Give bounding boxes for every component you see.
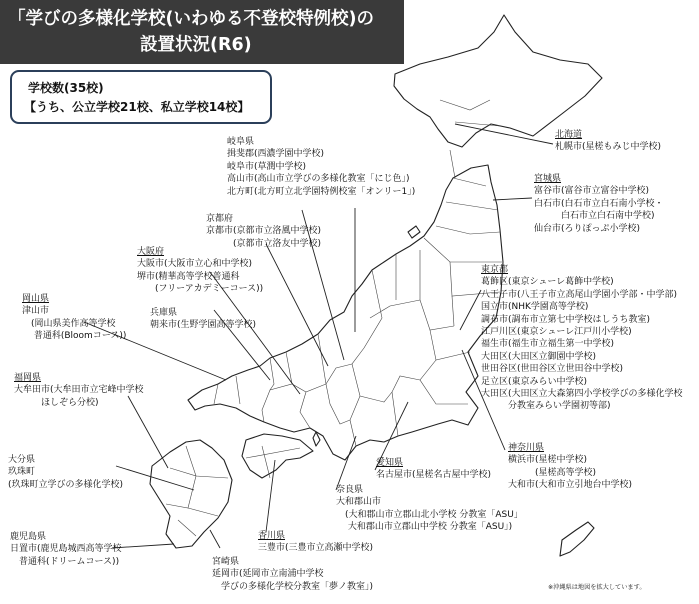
school-line: 富谷市(富谷市立富谷中学校) [534, 186, 650, 197]
school-line: 日置市(鹿児島城西高等学校 [10, 544, 122, 555]
pref-label: 京都府 [206, 214, 234, 224]
page-title-line1: 「学びの多様化学校(いわゆる不登校特例校)の [8, 9, 374, 29]
school-line: (玖珠町立学びの多様化学校) [8, 479, 124, 490]
school-line: 玖珠町 [8, 467, 36, 478]
pref-label: 愛知県 [376, 458, 404, 468]
school-line: 堺市(精華高等学校普通科 [137, 271, 240, 282]
pref-label: 鹿児島県 [10, 532, 47, 542]
school-line: 足立区(東京みらい中学校) [481, 376, 588, 387]
school-line: 大和郡山市立郡山中学校 分教室「ASU」) [336, 522, 513, 533]
school-line: 北方町(北方町立北学園特例校室「オンリー1」) [227, 186, 416, 197]
okinawa-note: ※沖縄県は地図を拡大しています。 [548, 584, 646, 591]
school-line: 三豊市(三豊市立高瀬中学校) [258, 543, 374, 554]
region-kyoto [206, 213, 321, 250]
region-kanagawa [508, 442, 632, 492]
region-hokkaido [555, 129, 661, 154]
school-line: (フリーアカデミーコース)) [137, 284, 264, 295]
hokkaido-island [394, 15, 602, 147]
region-kagoshima [10, 531, 122, 568]
school-line: 大和郡山市 [336, 497, 382, 508]
region-oita [8, 454, 123, 491]
school-line: 仙台市(ろりぽっぷ小学校) [534, 223, 641, 234]
school-line: 大田区(大田区立御園中学校) [481, 351, 597, 362]
region-kagawa [258, 530, 373, 555]
school-line: 白石市立白石南中学校) [534, 211, 655, 222]
school-line: ほしぞら分校) [14, 397, 99, 408]
school-line: 福生市(福生市立福生第一中学校) [481, 339, 615, 350]
pref-label: 香川県 [258, 531, 286, 541]
school-line: 普通科(ドリームコース)) [10, 556, 120, 567]
title-banner [0, 0, 404, 64]
region-aichi [376, 457, 491, 482]
pref-label: 岡山県 [22, 294, 50, 304]
school-line: (岡山県美作高等学校 [22, 318, 116, 329]
school-line: 延岡市(延岡市立南浦中学校 [212, 569, 324, 580]
school-line: 大牟田市(大牟田市立宅峰中学校 [14, 385, 144, 396]
pref-label: 兵庫県 [150, 308, 178, 318]
school-line: 調布市(調布市立第七中学校はしうち教室) [481, 314, 651, 325]
sado-island [408, 226, 420, 238]
school-line: 横浜市(星槎中学校) [508, 455, 588, 466]
school-line: 分教室みらい学園初等部) [481, 401, 611, 412]
school-line: 大和市(大和市立引地台中学校) [508, 480, 633, 491]
region-hyogo [150, 307, 256, 332]
school-line: 八王子市(八王子市立高尾山学園小学部・中学部) [481, 289, 678, 300]
school-line: 白石市(白石市立白石南小学校・ [534, 198, 664, 209]
pref-label: 岐阜県 [227, 137, 255, 147]
region-okayama [22, 293, 126, 343]
pref-label: 大阪府 [137, 247, 165, 257]
pref-label: 宮城県 [534, 174, 562, 184]
region-tokyo [481, 264, 683, 413]
school-line: 国立市(NHK学園高等学校) [481, 302, 589, 313]
pref-label: 宮崎県 [212, 557, 240, 567]
school-line: 岐阜市(草潤中学校) [227, 161, 307, 172]
school-line: 朝来市(生野学園高等学校) [150, 320, 257, 331]
school-line: 京都市(京都市立洛風中学校) [206, 226, 322, 237]
okinawa-island [560, 522, 594, 556]
pref-label: 奈良県 [336, 485, 364, 495]
school-line: 学びの多様化学校分教室「夢ノ教室」) [212, 581, 374, 592]
summary-box [10, 70, 272, 124]
school-count: 学校数(35校) [28, 81, 104, 95]
school-line: 札幌市(星槎もみじ中学校) [555, 142, 662, 153]
region-miyagi [534, 173, 664, 235]
school-line: 名古屋市(星槎名古屋中学校) [376, 470, 492, 481]
pref-label: 大分県 [8, 455, 36, 465]
school-line: 普通科(Bloomコース)) [22, 331, 127, 342]
region-miyazaki [212, 556, 373, 593]
page-title-line2: 設置状況(R6) [140, 35, 252, 55]
shikoku-island [242, 434, 313, 478]
region-gifu [227, 136, 415, 198]
region-fukuoka [14, 372, 144, 409]
school-line: 高山市(高山市立学びの多様化教室「にじ色」) [227, 174, 410, 185]
pref-label: 神奈川県 [508, 443, 545, 453]
school-line: 江戸川区(東京シューレ江戸川小学校) [481, 327, 632, 338]
pref-label: 福岡県 [14, 373, 42, 383]
school-breakdown: 【うち、公立学校21校、私立学校14校】 [24, 100, 250, 114]
pref-label: 東京都 [481, 265, 509, 275]
region-osaka [137, 246, 263, 296]
school-line: 葛飾区(東京シューレ葛飾中学校) [481, 277, 614, 288]
school-line: (大和郡山市立郡山北小学校 分教室「ASU」 [336, 509, 523, 520]
school-line: (京都市立洛友中学校) [206, 238, 322, 249]
school-line: 津山市 [22, 306, 50, 317]
school-line: 大阪市(大阪市立心和中学校) [137, 259, 253, 270]
school-line: (星槎高等学校) [508, 467, 597, 478]
school-line: 世田谷区(世田谷区立世田谷中学校) [481, 364, 624, 375]
school-line: 揖斐郡(西濃学園中学校) [227, 149, 325, 160]
pref-label: 北海道 [555, 130, 583, 140]
school-line: 大田区(大田区立大森第四小学校学びの多様化学校 [481, 389, 683, 400]
region-nara [336, 484, 523, 534]
